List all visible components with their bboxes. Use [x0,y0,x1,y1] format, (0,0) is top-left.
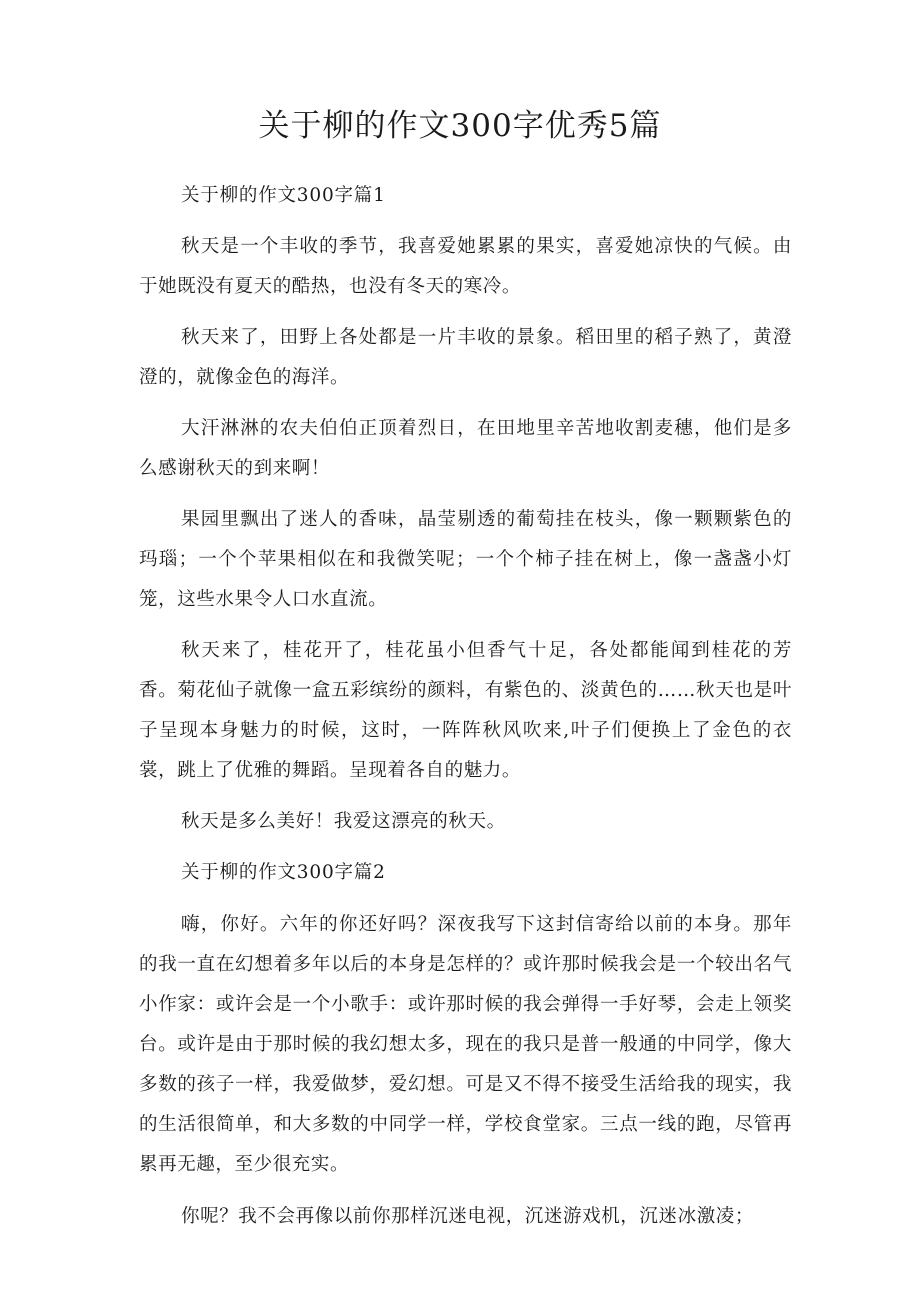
paragraph: 秋天来了，田野上各处都是一片丰收的景象。稻田里的稻子熟了，黄澄澄的，就像金色的海洋。 [139,327,792,388]
paragraph: 秋天是一个丰收的季节，我喜爱她累累的果实，喜爱她凉快的气候。由于她既没有夏天的酷热，也没有冬天的寒冷。 [139,236,792,297]
paragraph: 果园里飘出了迷人的香味，晶莹剔透的葡萄挂在枝头，像一颗颗紫色的玛瑙；一个个苹果相似在和我微笑呢；一个个柿子挂在树上，像一盏盏小灯笼，这些水果令人口水直流。 [139,509,792,610]
paragraph: 秋天来了，桂花开了，桂花虽小但香气十足，各处都能闻到桂花的芳香。菊花仙子就像一盒五彩缤纷的颜料，有紫色的、淡黄色的……秋天也是叶子呈现本身魅力的时候，这时，一阵阵秋风吹来,叶子们便换上了金色的衣裳，跳上了优雅的舞蹈。呈现着各自的魅力。 [139,640,792,781]
section-heading-2: 关于柳的作文300字篇2 [181,862,386,883]
paragraph: 你呢？我不会再像以前你那样沉迷电视，沉迷游戏机，沉迷冰激凌； [181,1206,755,1227]
paragraph: 嗨，你好。六年的你还好吗？深夜我写下这封信寄给以前的本身。那年的我一直在幻想着多年以后的本身是怎样的？或许那时候我会是一个较出名气小作家：或许会是一个小歌手：或许那时候的我会弹得一手好琴，会走上领奖台。或许是由于那时候的我幻想太多，现在的我只是普一般通的中同学，像大多数的孩子一样，我爱做梦，爱幻想。可是又不得不接受生活给我的现实，我的生活很简单，和大多数的中同学一样，学校食堂家。三点一线的跑，尽管再累再无趣，至少很充实。 [139,914,792,1175]
section-heading-1: 关于柳的作文300字篇1 [181,185,386,206]
paragraph: 秋天是多么美好！我爱这漂亮的秋天。 [181,811,506,832]
document-title: 关于柳的作文300字优秀5篇 [258,108,662,144]
document-body [139,176,792,1237]
paragraph: 大汗淋淋的农夫伯伯正顶着烈日，在田地里辛苦地收割麦穗，他们是多么感谢秋天的到来啊！ [139,418,792,479]
